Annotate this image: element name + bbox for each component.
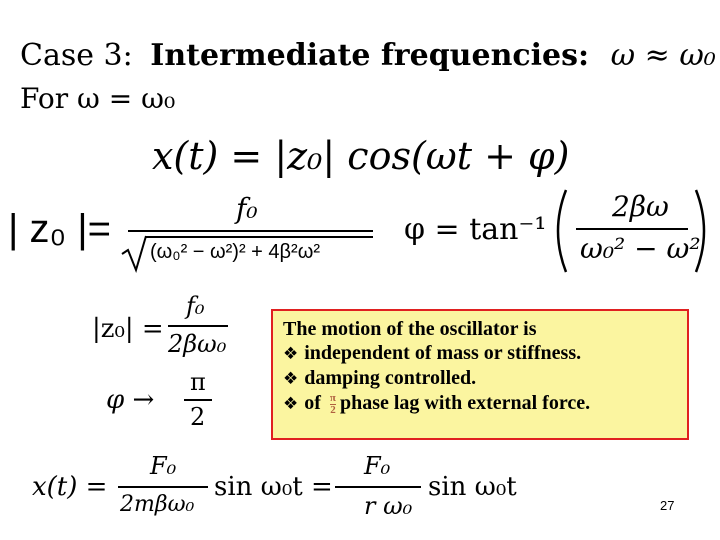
xt2-middle: sin ω₀t = <box>214 472 333 502</box>
z0-result-denominator: 2βω₀ <box>168 330 227 358</box>
xt2-bar-1 <box>118 486 208 488</box>
diamond-bullet-icon: ❖ <box>283 344 299 364</box>
xt2-numerator-1: F₀ <box>150 452 177 480</box>
z0-result-bar <box>168 325 228 327</box>
case-label: Case 3: <box>20 38 133 73</box>
phi-result-denominator: 2 <box>190 403 206 431</box>
xt2-numerator-2: F₀ <box>364 452 391 480</box>
heading-condition: ω ≈ ω₀ <box>610 38 716 73</box>
note-item-text: phase lag with external force. <box>339 392 591 414</box>
page-number: 27 <box>660 498 675 513</box>
heading-title: Intermediate frequencies: <box>150 38 590 73</box>
xt2-denominator-2: r ω₀ <box>364 492 413 520</box>
note-item <box>283 366 677 391</box>
note-item-text: damping controlled. <box>304 367 477 389</box>
phi-result-bar <box>184 399 212 401</box>
z0-result-numerator: f₀ <box>186 292 205 320</box>
sqrt-vinculum <box>145 236 373 238</box>
fraction-numerator: π <box>329 391 336 404</box>
pi-over-2-fraction <box>330 393 336 416</box>
phi-lhs: φ = tan⁻¹ <box>404 212 547 247</box>
phi-result-lhs: φ → <box>106 385 155 415</box>
z0-numerator: f₀ <box>236 192 258 225</box>
z0-denominator: (ω₀² − ω²)² + 4β²ω² <box>150 241 320 263</box>
xt2-bar-2 <box>335 486 421 488</box>
sqrt-sign-icon <box>120 234 150 274</box>
xt2-denominator-1: 2mβω₀ <box>120 492 195 517</box>
phi-denominator: ω₀² − ω² <box>580 232 701 265</box>
right-paren-icon <box>690 186 716 276</box>
z0-lhs: | z₀ |= <box>8 207 111 251</box>
for-line: For ω = ω₀ <box>20 82 176 115</box>
xt2-end: sin ω₀t <box>428 472 517 502</box>
fraction-bar <box>128 230 373 232</box>
note-box <box>271 309 689 440</box>
displacement-equation: x(t) = |z₀| cos(ωt + φ) <box>152 134 570 178</box>
diamond-bullet-icon: ❖ <box>283 394 299 414</box>
phi-result-numerator: π <box>190 368 206 396</box>
note-item-text: independent of mass or stiffness. <box>304 342 582 364</box>
slide-heading <box>20 38 716 73</box>
fraction-denominator: 2 <box>330 403 336 416</box>
note-item-prefix: of <box>304 392 321 414</box>
phi-fraction-bar <box>576 228 688 230</box>
note-title: The motion of the oscillator is <box>283 318 537 340</box>
note-item <box>283 391 677 416</box>
z0-result-lhs: |z₀| = <box>92 314 164 344</box>
xt2-lhs: x(t) = <box>32 472 108 502</box>
left-paren-icon <box>546 186 572 276</box>
phi-numerator: 2βω <box>612 190 669 223</box>
diamond-bullet-icon: ❖ <box>283 369 299 389</box>
note-item <box>283 341 677 366</box>
